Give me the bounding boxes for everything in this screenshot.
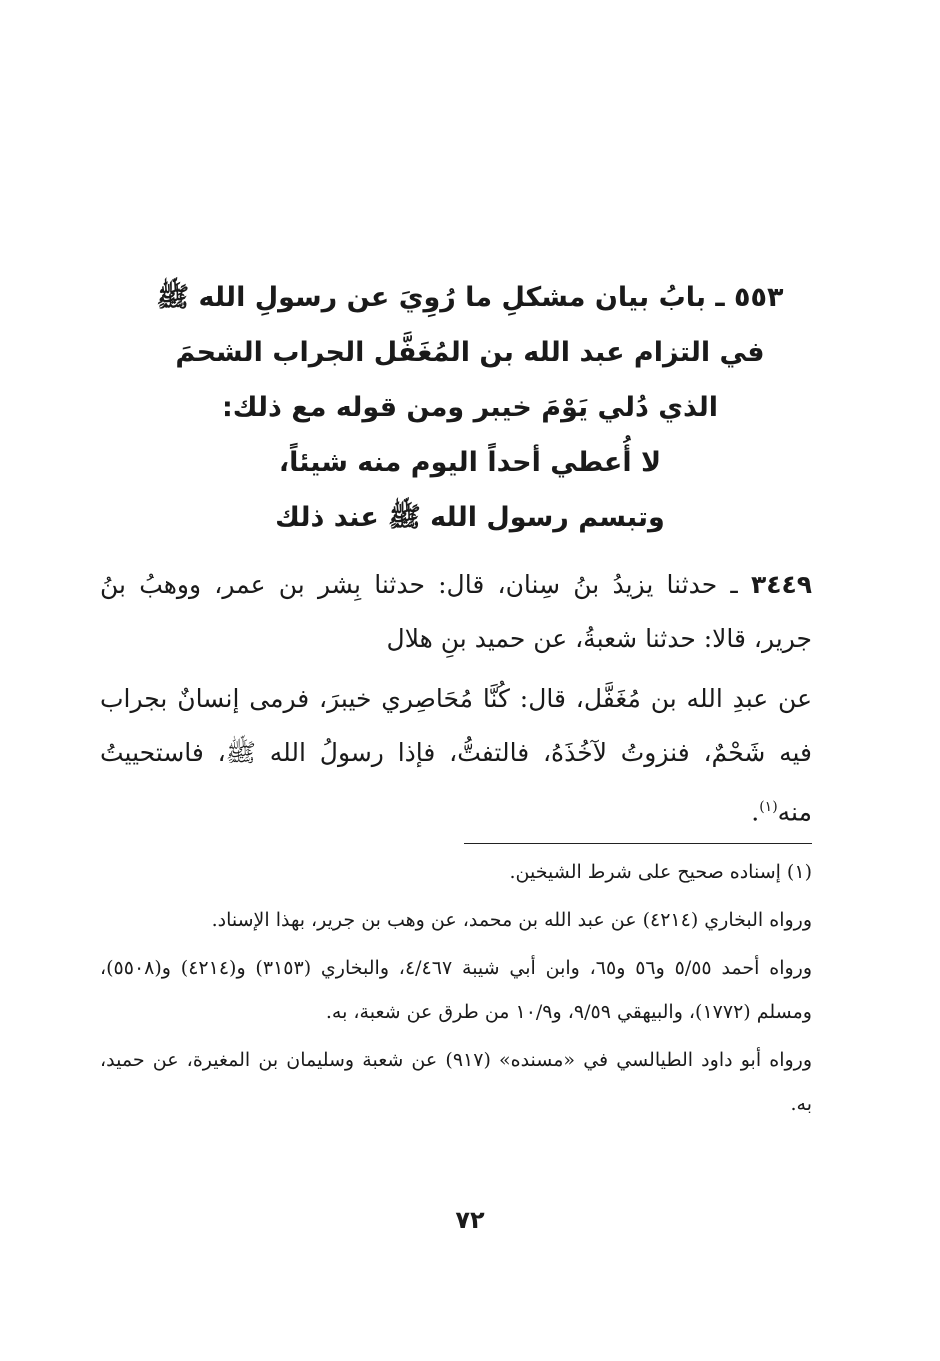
- chapter-heading-line-4: لا أُعطي أحداً اليوم منه شيئاً،: [278, 447, 662, 478]
- chapter-heading-line-1: ٥٥٣ ـ بابُ بيان مشكلِ ما رُوِيَ عن رسولِ الله ﷺ: [156, 282, 784, 313]
- chapter-heading-line-5: وتبسم رسول الله ﷺ عند ذلك: [275, 502, 665, 533]
- chapter-heading-line-3: الذي دُلي يَوْمَ خيبر ومن قوله مع ذلك:: [221, 392, 718, 423]
- footnote-line: ورواه أحمد ٥/٥٥ و٥٦ و٦٥، وابن أبي شيبة ٤/٤٦٧، والبخاري (٣١٥٣) و(٤٢١٤) و(٥٥٠٨)، ومسلم (١٧٧٢)، والبيهقي ٩/٥٩، و١٠/٩ من طرق عن شعبة، به.: [100, 957, 813, 1023]
- footnote-line: ورواه أبو داود الطيالسي في «مسنده» (٩١٧) عن شعبة وسليمان بن المغيرة، عن حميد، به.: [100, 1049, 813, 1115]
- hadith-isnad: ـ حدثنا يزيدُ بنُ سِنان، قال: حدثنا بِشر بن عمر، ووهبُ بنُ جرير، قالا: حدثنا شعبةُ، عن حميد بنِ هلال: [100, 570, 812, 653]
- hadith-text: [100, 558, 812, 839]
- hadith-matn: عن عبدِ الله بن مُغَفَّل، قال: كُنَّا مُحَاصِري خيبرَ، فرمى إنسانٌ بجراب فيه شَحْمٌ، فنزوتُ لآخُذَهُ، فالتفتُّ، فإذا رسولُ الله ﷺ، فاستحييتُ منه: [100, 684, 812, 827]
- page-number: ٧٢: [455, 1206, 485, 1234]
- hadith-end: .: [751, 797, 760, 827]
- footnote-reference: (١): [759, 799, 778, 815]
- footnote-line: (١) إسناده صحيح على شرط الشيخين.: [509, 861, 812, 883]
- footnote-divider: [464, 843, 812, 844]
- hadith-number: ٣٤٤٩: [750, 570, 812, 599]
- chapter-heading-line-2: في التزام عبد الله بن المُغَفَّل الجراب الشحمَ: [175, 337, 765, 368]
- footnote-line: ورواه البخاري (٤٢١٤) عن عبد الله بن محمد، عن وهب بن جرير، بهذا الإسناد.: [211, 909, 812, 931]
- chapter-heading: [90, 270, 850, 545]
- footnotes: [100, 850, 812, 1130]
- hadith-matn-paragraph: [100, 672, 812, 839]
- hadith-isnad-paragraph: [100, 558, 812, 666]
